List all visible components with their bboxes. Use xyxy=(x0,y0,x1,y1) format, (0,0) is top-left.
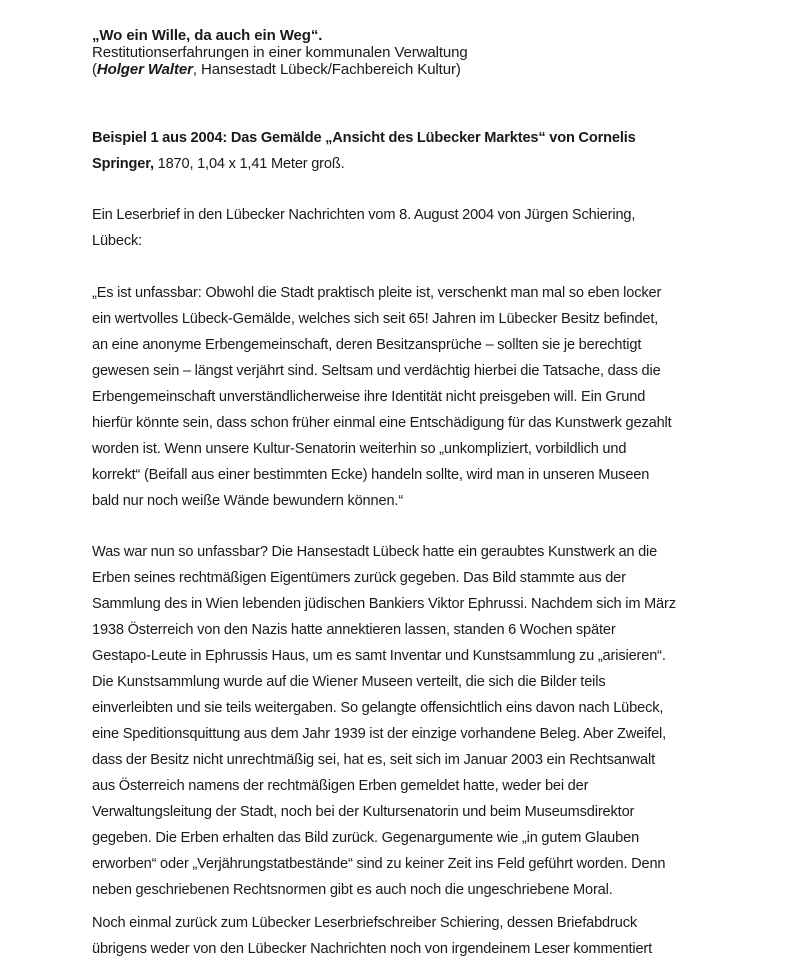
intro-line: Lübeck: xyxy=(92,233,143,249)
document-title: „Wo ein Wille, da auch ein Weg“. xyxy=(92,27,323,44)
intro-paragraph xyxy=(92,202,635,254)
explanation-line: aus Österreich namens der rechtmäßigen Erben gemeldet hatte, weder bei der xyxy=(92,778,589,794)
document-subtitle: Restitutionserfahrungen in einer kommunalen Verwaltung xyxy=(92,44,468,61)
explanation-line: Erben seines rechtmäßigen Eigentümers zurück gegeben. Das Bild stammte aus der xyxy=(92,570,626,586)
example-heading-line-2 xyxy=(92,151,636,177)
explanation-line: erworben“ oder „Verjährungstatbestände“ sind zu keiner Zeit ins Feld geführt worden. Denn xyxy=(92,856,666,872)
followup-paragraph xyxy=(92,910,652,962)
explanation-line: Sammlung des in Wien lebenden jüdischen Bankiers Viktor Ephrussi. Nachdem sich im März xyxy=(92,596,676,612)
author-affiliation: , Hansestadt Lübeck/Fachbereich Kultur) xyxy=(192,61,461,78)
intro-line: Ein Leserbrief in den Lübecker Nachrichten vom 8. August 2004 von Jürgen Schiering, xyxy=(92,207,636,223)
explanation-line: eine Speditionsquittung aus dem Jahr 1939 ist der einzige vorhandene Beleg. Aber Zweifel, xyxy=(92,726,667,742)
author-line xyxy=(92,61,468,78)
followup-line: übrigens weder von den Lübecker Nachrichten noch von irgendeinem Leser kommentiert xyxy=(92,941,653,957)
quote-line: bald nur noch weiße Wände bewundern können.“ xyxy=(92,493,404,509)
explanation-line: Was war nun so unfassbar? Die Hansestadt Lübeck hatte ein geraubtes Kunstwerk an die xyxy=(92,544,658,560)
example-heading xyxy=(92,125,636,177)
letter-quote-paragraph xyxy=(92,280,672,514)
explanation-line: Gestapo-Leute in Ephrussis Haus, um es samt Inventar und Kunstsammlung zu „arisieren“. xyxy=(92,648,666,664)
explanation-paragraph xyxy=(92,539,676,903)
followup-line: Noch einmal zurück zum Lübecker Leserbriefschreiber Schiering, dessen Briefabdruck xyxy=(92,915,637,931)
quote-line: gewesen sein – längst verjährt sind. Seltsam und verdächtig hierbei die Tatsache, dass die xyxy=(92,363,661,379)
explanation-line: neben geschriebenen Rechtsnormen gibt es auch noch die ungeschriebene Moral. xyxy=(92,882,613,898)
example-heading-line-1: Beispiel 1 aus 2004: Das Gemälde „Ansicht des Lübecker Marktes“ von Cornelis xyxy=(92,130,636,146)
quote-line: worden ist. Wenn unsere Kultur-Senatorin weiterhin so „unkompliziert, vorbildlich und xyxy=(92,441,627,457)
quote-line: Erbengemeinschaft unverständlicherweise ihre Identität nicht preisgeben will. Ein Grund xyxy=(92,389,646,405)
quote-line: korrekt“ (Beifall aus einer bestimmten Ecke) handeln sollte, wird man in unseren Museen xyxy=(92,467,650,483)
explanation-line: Verwaltungsleitung der Stadt, noch bei der Kultursenatorin und beim Museumsdirektor xyxy=(92,804,635,820)
author-name: Holger Walter xyxy=(96,61,193,78)
explanation-line: dass der Besitz nicht unrechtmäßig sei, hat es, seit sich im Januar 2003 ein Rechtsanwalt xyxy=(92,752,656,768)
explanation-line: einverleibten und sie teils weitergaben. So gelangte offensichtlich eins davon nach Lübeck, xyxy=(92,700,664,716)
explanation-line: 1938 Österreich von den Nazis hatte annektieren lassen, standen 6 Wochen später xyxy=(92,622,616,638)
painter-name: Springer, xyxy=(92,156,154,172)
document-header xyxy=(92,27,468,78)
quote-line: an eine anonyme Erbengemeinschaft, deren Besitzansprüche – sollten sie je berechtigt xyxy=(92,337,642,353)
quote-line: „Es ist unfassbar: Obwohl die Stadt praktisch pleite ist, verschenkt man mal so eben locker xyxy=(92,285,662,301)
author-open-paren: ( xyxy=(92,61,97,78)
quote-line: ein wertvolles Lübeck-Gemälde, welches sich seit 65! Jahren im Lübecker Besitz befindet, xyxy=(92,311,659,327)
explanation-line: gegeben. Die Erben erhalten das Bild zurück. Gegenargumente wie „in gutem Glauben xyxy=(92,830,640,846)
quote-line: hierfür könnte sein, dass schon früher einmal eine Entschädigung für das Kunstwerk gezahlt xyxy=(92,415,672,431)
explanation-line: Die Kunstsammlung wurde auf die Wiener Museen verteilt, die sich die Bilder teils xyxy=(92,674,606,690)
painting-details: 1870, 1,04 x 1,41 Meter groß. xyxy=(153,156,345,172)
